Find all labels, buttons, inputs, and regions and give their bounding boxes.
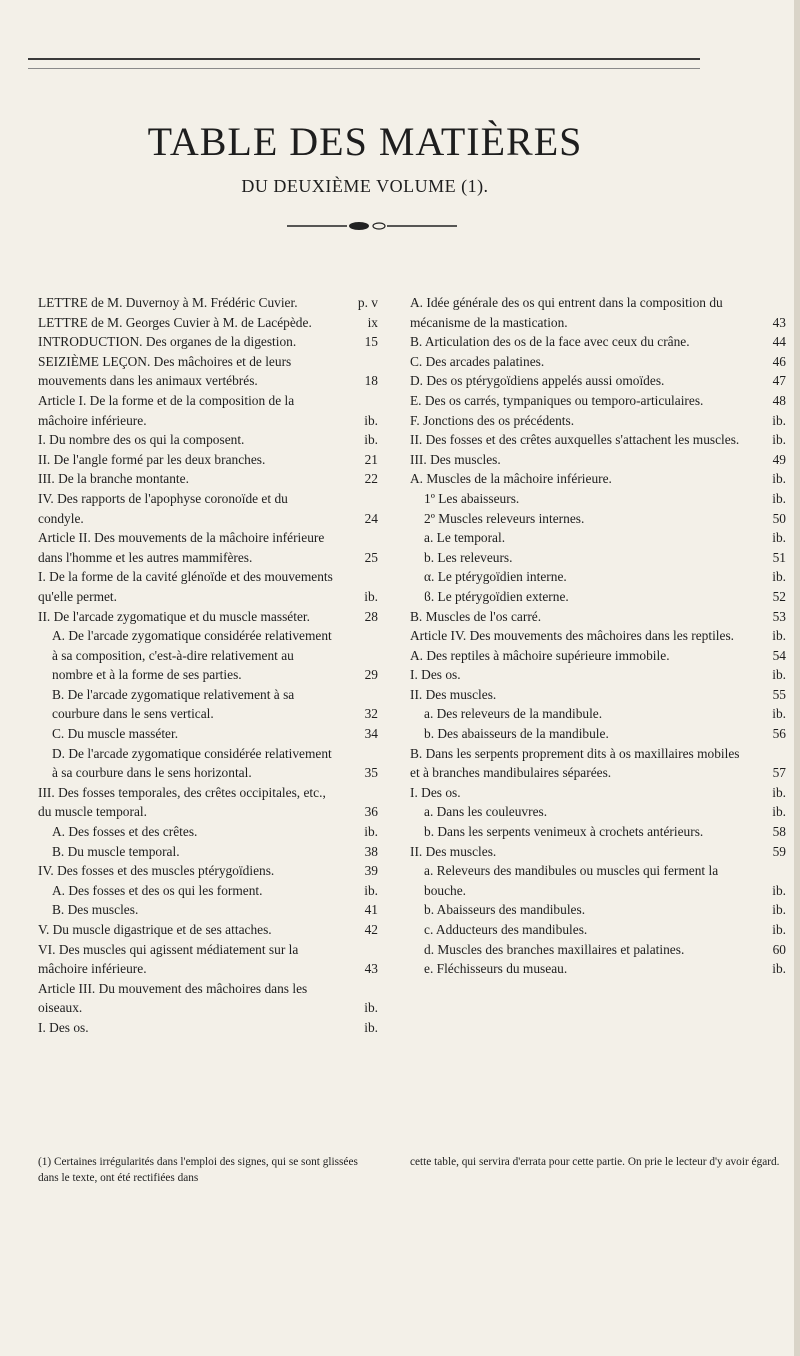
toc-entry-page: 29 [364, 667, 378, 683]
toc-entry-page: ib. [364, 1019, 378, 1035]
toc-entry-text: I. Des os. [410, 667, 461, 683]
toc-entry [410, 861, 786, 900]
toc-entry-page: 21 [364, 451, 378, 467]
toc-entry [38, 881, 378, 901]
toc-entry-text: I. De la forme de la cavité glénoïde et des mouvements qu'elle permet. [38, 569, 333, 604]
page-title: TABLE DES MATIÈRES [147, 119, 583, 164]
toc-entry-page: 52 [772, 588, 786, 604]
toc-entry-text: Article III. Du mouvement des mâchoires dans les oiseaux. [38, 980, 308, 1016]
toc-entry-text: Article II. Des mouvements de la mâchoire inférieure dans l'homme et les autres mammifères. [38, 530, 325, 565]
toc-entry [410, 567, 786, 587]
toc-entry [38, 1018, 378, 1038]
toc-entry [410, 959, 786, 979]
toc-left-column [38, 293, 378, 1038]
toc-entry-page: 18 [364, 373, 378, 389]
toc-entry-page: 49 [772, 451, 786, 467]
toc-entry-text: A. De l'arcade zygomatique considérée relativement à sa composition, c'est-à-dire relativement au nombre et à la forme de ses parties. [52, 628, 332, 683]
toc-entry [410, 293, 786, 332]
toc-entry-text: b. Les releveurs. [424, 549, 513, 565]
toc-entry-text: IV. Des fosses et des muscles ptérygoïdiens. [38, 863, 275, 879]
toc-entry-text: b. Dans les serpents venimeux à crochets antérieurs. [424, 824, 704, 840]
toc-entry [410, 509, 786, 529]
toc-entry [410, 391, 786, 411]
toc-entry-text: II. Des muscles. [410, 686, 497, 702]
toc-entry-text: VI. Des muscles qui agissent médiatement sur la mâchoire inférieure. [38, 941, 299, 977]
toc-entry-text: e. Fléchisseurs du museau. [424, 961, 568, 977]
toc-entry [410, 352, 786, 372]
toc-entry [38, 861, 378, 881]
toc-entry-text: SEIZIÈME LEÇON. Des mâchoires et de leurs mouvements dans les animaux vertébrés. [38, 353, 292, 389]
toc-entry [410, 783, 786, 803]
toc-entry-page: ib. [364, 824, 378, 840]
toc-entry-page: ib. [364, 412, 378, 428]
toc-entry-page: 41 [364, 902, 378, 918]
toc-entry-page: 43 [772, 314, 786, 330]
toc-entry-page: ib. [772, 628, 786, 644]
toc-entry-page: 48 [772, 392, 786, 408]
toc-entry-text: B. De l'arcade zygomatique relativement à sa courbure dans le sens vertical. [52, 686, 295, 722]
toc-entry [410, 646, 786, 666]
toc-entry [38, 450, 378, 470]
toc-entry-page: ib. [772, 569, 786, 585]
footnote-left: (1) Certaines irrégularités dans l'emploi des signes, qui se sont glissées dans le texte, ont été rectifiées dans [38, 1156, 358, 1184]
toc-entry-text: I. Des os. [410, 784, 461, 800]
toc-entry-page: p. v [357, 295, 378, 310]
toc-entry-page: ib. [364, 882, 378, 898]
toc-entry [410, 332, 786, 352]
toc-entry-text: C. Des arcades palatines. [410, 353, 545, 369]
toc-entry [410, 430, 786, 450]
toc-entry-text: ϐ. Le ptérygoïdien externe. [424, 588, 569, 604]
toc-entry [410, 489, 786, 509]
toc-entry [410, 920, 786, 940]
toc-entry-text: III. Des fosses temporales, des crêtes occipitales, etc., du muscle temporal. [38, 784, 326, 820]
toc-entry [410, 371, 786, 391]
toc-entry [38, 489, 378, 528]
toc-entry-page: ib. [772, 902, 786, 918]
toc-entry-page: 38 [364, 843, 378, 859]
toc-entry-page: 60 [772, 941, 786, 957]
toc-entry-text: II. De l'angle formé par les deux branches. [38, 451, 266, 467]
toc-entry [410, 724, 786, 744]
toc-entry-text: I. Des os. [38, 1019, 89, 1035]
toc-entry-page: 32 [364, 706, 378, 722]
toc-entry-text: III. Des muscles. [410, 451, 501, 467]
toc-entry [38, 430, 378, 450]
toc-entry [410, 450, 786, 470]
toc-entry-page: 24 [364, 510, 378, 526]
toc-entry-page: ib. [772, 882, 786, 898]
toc-entry-page: 36 [364, 804, 378, 820]
toc-entry [410, 802, 786, 822]
toc-entry [410, 411, 786, 431]
toc-entry-page: 59 [772, 843, 786, 859]
toc-entry-text: II. De l'arcade zygomatique et du muscle masséter. [38, 608, 310, 624]
toc-entry-page: ib. [772, 706, 786, 722]
toc-entry-page: ib. [772, 961, 786, 977]
toc-entry [38, 842, 378, 862]
toc-entry-page: 50 [772, 510, 786, 526]
toc-entry [410, 665, 786, 685]
toc-entry-text: a. Des releveurs de la mandibule. [424, 706, 603, 722]
ornament-divider [287, 220, 457, 232]
toc-entry-page: ib. [772, 922, 786, 937]
toc-entry [410, 685, 786, 705]
toc-entry-page: ib. [772, 530, 786, 546]
toc-entry-text: LETTRE de M. Duvernoy à M. Frédéric Cuvier. [38, 295, 298, 310]
toc-entry-page: 51 [772, 549, 786, 565]
toc-entry-text: I. Du nombre des os qui la composent. [38, 432, 245, 448]
toc-right-column [410, 293, 786, 979]
toc-entry [410, 940, 786, 960]
toc-entry-text: A. Des fosses et des crêtes. [52, 824, 198, 840]
toc-entry-page: ix [367, 314, 378, 330]
toc-entry [38, 783, 378, 822]
toc-entry-text: E. Des os carrés, tympaniques ou temporo-articulaires. [410, 392, 704, 408]
footnote-right: cette table, qui servira d'errata pour cette partie. On prie le lecteur d'y avoir égard. [410, 1156, 780, 1168]
toc-entry-page: 15 [364, 334, 378, 350]
toc-entry-text: B. Dans les serpents proprement dits à os maxillaires mobiles et à branches mandibulaires séparées. [410, 745, 740, 781]
toc-entry-text: c. Adducteurs des mandibules. [424, 922, 588, 937]
toc-entry-text: d. Muscles des branches maxillaires et palatines. [424, 941, 685, 957]
toc-entry-page: ib. [772, 471, 786, 487]
toc-entry-page: ib. [364, 432, 378, 448]
toc-entry [38, 469, 378, 489]
toc-entry [410, 626, 786, 646]
toc-entry [38, 528, 378, 567]
toc-entry [38, 607, 378, 627]
toc-entry-text: B. Des muscles. [52, 902, 139, 918]
toc-entry-text: B. Du muscle temporal. [52, 843, 180, 859]
toc-entry [38, 567, 378, 606]
toc-entry [38, 724, 378, 744]
toc-entry-page: ib. [772, 490, 786, 506]
page-subtitle: DU DEUXIÈME VOLUME (1). [241, 176, 489, 196]
toc-entry [410, 528, 786, 548]
toc-entry-text: V. Du muscle digastrique et de ses attaches. [38, 922, 272, 937]
toc-entry-page: 54 [772, 647, 786, 663]
toc-entry-text: b. Des abaisseurs de la mandibule. [424, 726, 609, 742]
toc-entry-page: ib. [772, 804, 786, 820]
toc-entry-text: a. Le temporal. [424, 530, 506, 546]
toc-entry [38, 900, 378, 920]
toc-entry [38, 979, 378, 1018]
toc-entry-text: a. Dans les couleuvres. [424, 804, 548, 820]
toc-entry-page: ib. [772, 432, 786, 448]
toc-entry-text: 1º Les abaisseurs. [424, 490, 520, 506]
toc-entry-page: 35 [364, 765, 378, 781]
toc-entry [410, 900, 786, 920]
toc-entry [410, 548, 786, 568]
toc-entry [38, 920, 378, 940]
toc-entry-text: A. Muscles de la mâchoire inférieure. [410, 471, 612, 487]
toc-entry [38, 685, 378, 724]
toc-entry-page: 44 [772, 334, 786, 350]
top-rule-thin [28, 68, 700, 69]
toc-entry-text: Article IV. Des mouvements des mâchoires dans les reptiles. [410, 628, 735, 644]
toc-entry-text: LETTRE de M. Georges Cuvier à M. de Lacépède. [38, 314, 312, 330]
toc-entry [38, 313, 378, 333]
toc-entry [38, 626, 378, 685]
toc-entry [410, 469, 786, 489]
toc-entry-text: D. De l'arcade zygomatique considérée relativement à sa courbure dans le sens horizontal. [52, 745, 332, 781]
toc-entry-page: 42 [364, 922, 378, 937]
toc-entry-page: ib. [772, 412, 786, 428]
toc-entry-page: 55 [772, 686, 786, 702]
toc-entry-text: B. Articulation des os de la face avec ceux du crâne. [410, 334, 690, 350]
toc-entry-text: A. Des reptiles à mâchoire supérieure immobile. [410, 647, 670, 663]
toc-entry-text: C. Du muscle masséter. [52, 726, 179, 742]
toc-entry [38, 744, 378, 783]
toc-entry-text: II. Des muscles. [410, 843, 497, 859]
toc-entry [410, 822, 786, 842]
toc-entry-page: 39 [364, 863, 378, 879]
toc-entry-page: 22 [364, 471, 378, 487]
page-edge [794, 0, 800, 1356]
toc-entry-text: 2º Muscles releveurs internes. [424, 510, 585, 526]
toc-entry-text: III. De la branche montante. [38, 471, 189, 487]
toc-entry [38, 822, 378, 842]
toc-entry-text: II. Des fosses et des crêtes auxquelles s'attachent les muscles. [410, 432, 740, 448]
toc-entry-text: a. Releveurs des mandibules ou muscles qui ferment la bouche. [424, 863, 719, 898]
toc-entry [38, 293, 378, 313]
toc-entry [38, 391, 378, 430]
toc-entry [410, 744, 786, 783]
toc-entry-text: IV. Des rapports de l'apophyse coronoïde et du condyle. [38, 490, 288, 526]
toc-entry-text: A. Des fosses et des os qui les forment. [52, 882, 263, 898]
toc-entry [410, 607, 786, 627]
toc-entry-page: ib. [772, 784, 786, 800]
toc-entry-text: D. Des os ptérygoïdiens appelés aussi omoïdes. [410, 373, 665, 389]
toc-entry-page: 34 [364, 726, 378, 742]
toc-entry-text: F. Jonctions des os précédents. [410, 412, 575, 428]
toc-entry-text: α. Le ptérygoïdien interne. [424, 569, 567, 585]
toc-entry-page: 47 [772, 373, 786, 389]
toc-entry-text: Article I. De la forme et de la composition de la mâchoire inférieure. [38, 392, 295, 428]
toc-entry [410, 704, 786, 724]
toc-entry [38, 940, 378, 979]
toc-entry-page: 57 [772, 765, 786, 781]
toc-entry-text: b. Abaisseurs des mandibules. [424, 902, 586, 918]
toc-entry-page: 25 [364, 549, 378, 565]
toc-entry-page: ib. [364, 1000, 378, 1016]
toc-entry [38, 352, 378, 391]
toc-entry-page: ib. [772, 667, 786, 683]
toc-entry-page: ib. [364, 588, 378, 604]
toc-entry-page: 56 [772, 726, 786, 742]
toc-entry-page: 46 [772, 353, 786, 369]
toc-entry-page: 58 [772, 824, 786, 840]
toc-entry-page: 43 [364, 961, 378, 977]
toc-entry-text: B. Muscles de l'os carré. [410, 608, 542, 624]
top-rule [28, 58, 700, 60]
toc-entry [38, 332, 378, 352]
toc-entry [410, 842, 786, 862]
toc-entry-text: INTRODUCTION. Des organes de la digestion. [38, 334, 297, 350]
toc-entry-page: 28 [364, 608, 378, 624]
toc-entry [410, 587, 786, 607]
toc-entry-text: A. Idée générale des os qui entrent dans la composition du mécanisme de la mastication. [410, 295, 723, 330]
toc-entry-page: 53 [772, 608, 786, 624]
